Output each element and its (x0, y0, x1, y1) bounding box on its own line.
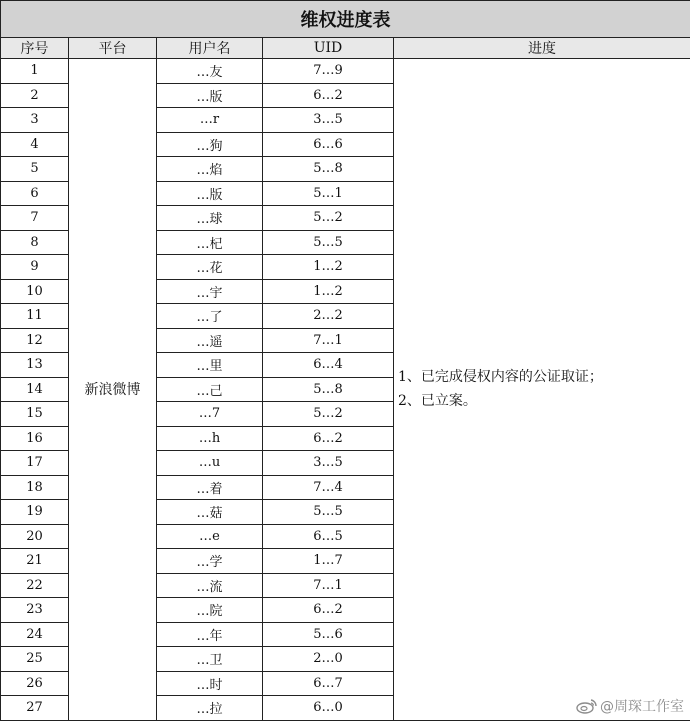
row-number: 2 (1, 83, 69, 108)
header-username: 用户名 (157, 38, 263, 59)
row-number: 4 (1, 132, 69, 157)
row-number: 24 (1, 622, 69, 647)
row-number: 20 (1, 524, 69, 549)
table-title: 维权进度表 (1, 1, 690, 38)
username-cell: …狗 (157, 132, 263, 157)
uid-cell: 6…2 (263, 426, 394, 451)
uid-cell: 5…8 (263, 157, 394, 182)
row-number: 17 (1, 451, 69, 476)
uid-cell: 1…2 (263, 255, 394, 280)
row-number: 23 (1, 598, 69, 623)
row-number: 26 (1, 671, 69, 696)
row-number: 22 (1, 573, 69, 598)
row-number: 7 (1, 206, 69, 231)
username-cell: …院 (157, 598, 263, 623)
username-cell: …着 (157, 475, 263, 500)
row-number: 14 (1, 377, 69, 402)
progress-line: 1、已完成侵权内容的公证取证； (398, 365, 690, 389)
username-cell: …花 (157, 255, 263, 280)
header-platform: 平台 (69, 38, 157, 59)
uid-cell: 5…5 (263, 230, 394, 255)
username-cell: …r (157, 108, 263, 133)
username-cell: …菇 (157, 500, 263, 525)
uid-cell: 3…5 (263, 108, 394, 133)
username-cell: …流 (157, 573, 263, 598)
username-cell: …友 (157, 59, 263, 84)
uid-cell: 6…7 (263, 671, 394, 696)
uid-cell: 6…4 (263, 353, 394, 378)
username-cell: …e (157, 524, 263, 549)
uid-cell: 5…2 (263, 402, 394, 427)
uid-cell: 2…2 (263, 304, 394, 329)
username-cell: …版 (157, 83, 263, 108)
watermark-text: @周琛工作室 (600, 696, 684, 716)
uid-cell: 3…5 (263, 451, 394, 476)
row-number: 21 (1, 549, 69, 574)
watermark (576, 696, 684, 716)
uid-cell: 5…5 (263, 500, 394, 525)
uid-cell: 5…8 (263, 377, 394, 402)
row-number: 11 (1, 304, 69, 329)
row-number: 18 (1, 475, 69, 500)
uid-cell: 6…2 (263, 83, 394, 108)
uid-cell: 6…6 (263, 132, 394, 157)
progress-cell (394, 59, 690, 721)
username-cell: …宇 (157, 279, 263, 304)
header-progress: 进度 (394, 38, 690, 59)
row-number: 9 (1, 255, 69, 280)
uid-cell: 1…7 (263, 549, 394, 574)
username-cell: …了 (157, 304, 263, 329)
row-number: 10 (1, 279, 69, 304)
header-uid: UID (263, 38, 394, 59)
row-number: 19 (1, 500, 69, 525)
row-number: 13 (1, 353, 69, 378)
row-number: 1 (1, 59, 69, 84)
username-cell: …版 (157, 181, 263, 206)
uid-cell: 5…1 (263, 181, 394, 206)
row-number: 5 (1, 157, 69, 182)
row-number: 27 (1, 696, 69, 721)
uid-cell: 2…0 (263, 647, 394, 672)
row-number: 15 (1, 402, 69, 427)
header-no: 序号 (1, 38, 69, 59)
username-cell: …己 (157, 377, 263, 402)
uid-cell: 7…4 (263, 475, 394, 500)
row-number: 12 (1, 328, 69, 353)
uid-cell: 7…9 (263, 59, 394, 84)
row-number: 25 (1, 647, 69, 672)
progress-line: 2、已立案。 (398, 389, 690, 413)
uid-cell: 6…2 (263, 598, 394, 623)
uid-cell: 1…2 (263, 279, 394, 304)
row-number: 3 (1, 108, 69, 133)
uid-cell: 6…5 (263, 524, 394, 549)
uid-cell: 6…0 (263, 696, 394, 721)
uid-cell: 7…1 (263, 328, 394, 353)
uid-cell: 5…2 (263, 206, 394, 231)
username-cell: …遥 (157, 328, 263, 353)
username-cell: …球 (157, 206, 263, 231)
username-cell: …h (157, 426, 263, 451)
row-number: 16 (1, 426, 69, 451)
platform-cell: 新浪微博 (69, 59, 157, 721)
username-cell: …杞 (157, 230, 263, 255)
username-cell: …卫 (157, 647, 263, 672)
username-cell: …里 (157, 353, 263, 378)
username-cell: …时 (157, 671, 263, 696)
username-cell: …焰 (157, 157, 263, 182)
uid-cell: 7…1 (263, 573, 394, 598)
username-cell: …拉 (157, 696, 263, 721)
username-cell: …年 (157, 622, 263, 647)
row-number: 6 (1, 181, 69, 206)
weibo-logo-icon (576, 698, 598, 714)
uid-cell: 5…6 (263, 622, 394, 647)
username-cell: …u (157, 451, 263, 476)
table-row (1, 59, 690, 84)
row-number: 8 (1, 230, 69, 255)
username-cell: …7 (157, 402, 263, 427)
username-cell: …学 (157, 549, 263, 574)
